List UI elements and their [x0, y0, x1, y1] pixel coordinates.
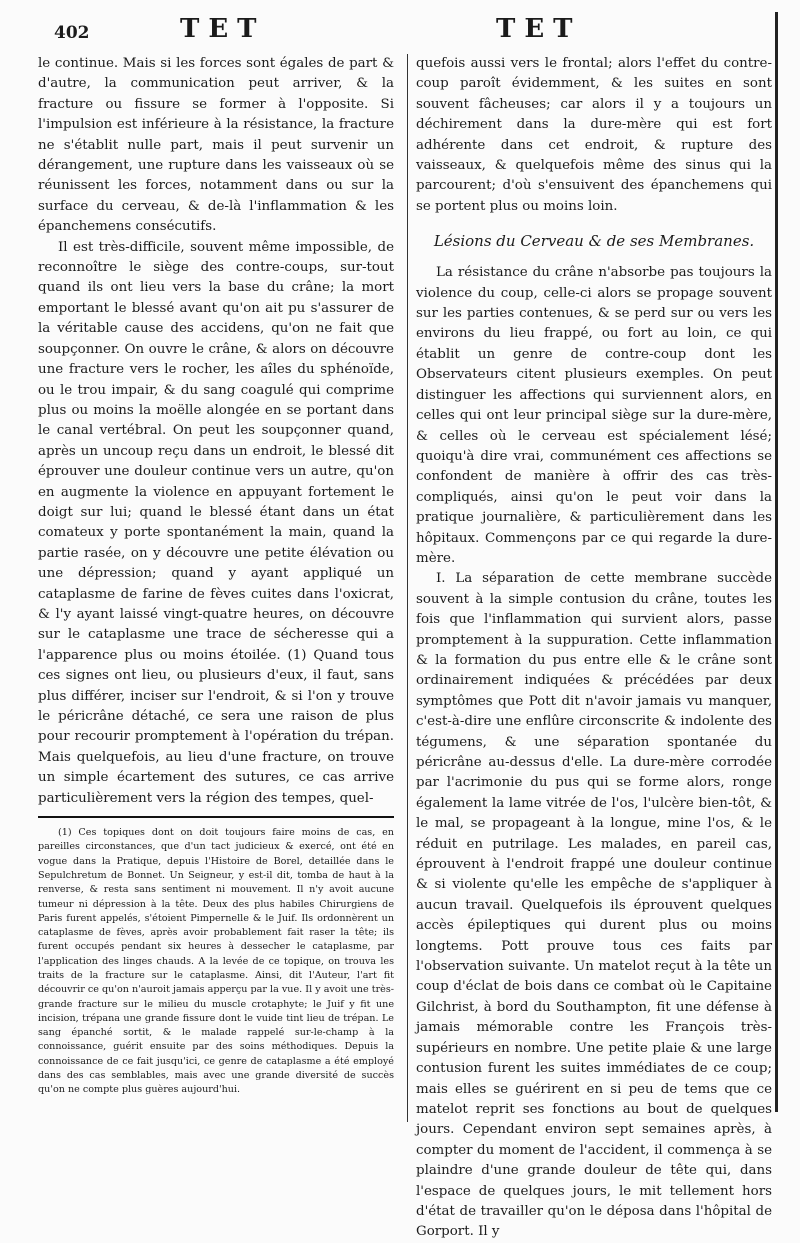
page-number: 402: [54, 23, 90, 43]
book-page: [38, 12, 773, 1240]
page-edge: [775, 12, 778, 1112]
section-title: Lésions du Cerveau & de ses Membranes.: [433, 232, 755, 251]
paragraph: La résistance du crâne n'absorbe pas toujours la violence du coup, celle-ci alors se propage souvent sur les parties contenues, & se perd sur ou vers les environs du lieu frappé, ou fort au loin, ce qui établit un genre de contre-coup dont les Observateurs citent plusieurs exemples. On peut distinguer les affections qui surviennent alors, en celles qui ont leur principal siège sur la dure-mère, & celles où le cerveau est spécialement lésé; quoiqu'à dire vrai, communément ces affections se confondent de manière à offrir des cas très-compliqués, ainsi qu'on le peut voir dans la pratique journalière, & particulièrement dans les hôpitaux. Commençons par ce qui regarde la dure-mère.: [416, 265, 772, 566]
running-head-right: TET: [496, 14, 582, 44]
right-column: [416, 54, 772, 1243]
page-header: [38, 12, 773, 52]
paragraph: I. La séparation de cette membrane succède souvent à la simple contusion du crâne, toutes les fois que l'inflammation qui survient alors, passe promptement à la suppuration. Cette inflammation & la formation du pus entre elle & le crâne sont ordinairement indiquées & précédées par deux symptômes que Pott dit n'avoir jamais vu manquer, c'est-à-dire une enflûre circonscrite & indolente des tégumens, & une séparation spontanée du péricrâne au-dessus d'elle. La dure-mère corrodée par l'acrimonie du pus qui se forme alors, ronge également la lame vitrée de l'os, l'ulcère bien-tôt, & le mal, se propageant à la longue, mine l'os, & le réduit en putrilage. Les malades, en pareil cas, éprouvent à l'endroit frappé une douleur continue & si violente qu'elle les empêche de s'appliquer à aucun travail. Quelquefois ils éprouvent quelques accès épileptiques qui durent plus ou moins longtems. Pott prouve tous ces faits par l'observation suivante. Un matelot reçut à la tête un coup d'éclat de bois dans ce combat où le Capitaine Gilchrist, à bord du Southampton, fit une défense à jamais mémorable contre les François très-supérieurs en nombre. Une petite plaie & une large contusion furent les suites immédiates de ce coup; mais elles se guérirent en si peu de tems que ce matelot reprit ses fonctions au bout de quelques jours. Cependant environ sept semaines après, à compter du moment de l'accident, il commença à se plaindre d'une grande douleur de tête qui, dans l'espace de quelques jours, le mit tellement hors d'état de travailler qu'on le déposa dans l'hôpital de Gorport. Il y: [416, 571, 772, 1240]
paragraph: quefois aussi vers le frontal; alors l'effet du contre-coup paroît évidemment, & les suites en sont souvent fâcheuses; car alors il y a toujours un déchirement dans la dure-mère qui est fort adhérente dans cet endroit, & rupture des vaisseaux, & quelquefois même des sinus qui la parcourent; d'où s'ensuivent des épanchemens qui se portent plus ou moins loin.: [416, 56, 772, 214]
paragraph: Il est très-difficile, souvent même impossible, de reconnoître le siège des contre-coups, sur-tout quand ils ont lieu vers la base du crâne; la mort emportant le blessé avant qu'on ait pu s'assurer de la véritable cause des accidens, qu'on ne fait que soupçonner. On ouvre le crâne, & alors on découvre une fracture vers le rocher, les aîles du sphénoïde, ou le trou impair, & du sang coagulé qui comprime plus ou moins la moëlle alongée en se portant dans le canal vertébral. On peut les soupçonner quand, après un uncoup reçu dans un endroit, le blessé dit éprouver une douleur continue vers un autre, qu'on en augmente la violence en appuyant fortement le doigt sur lui; quand le blessé étant dans un état comateux y porte spontanément la main, quand la partie rasée, on y découvre une petite élévation ou une dépression; quand y ayant appliqué un cataplasme de farine de fèves cuites dans l'oxicrat, & l'y ayant laissé vingt-quatre heures, on découvre sur le cataplasme une trace de sécheresse qui a l'apparence plus ou moins étoilée. (1) Quand tous ces signes ont lieu, ou plusieurs d'eux, il faut, sans plus différer, inciser sur l'endroit, & si l'on y trouve le péricrâne détaché, ce sera une raison de plus pour recourir promptement à l'opération du trépan. Mais quelquefois, au lieu d'une fracture, on trouve un simple écartement des sutures, ce cas arrive particulièrement vers la région des tempes, quel-: [38, 239, 394, 806]
column-divider: [407, 54, 408, 1122]
left-column: [38, 54, 394, 1098]
running-head-left: TET: [180, 14, 266, 44]
footnote: [38, 826, 394, 1098]
footnote-text: (1) Ces topiques dont on doit toujours faire moins de cas, en pareilles circonstances, que d'un tact judicieux & exercé, ont été en vogue dans la Pratique, depuis l'Histoire de Borel, detaillée dans le Sepulchretum de Bonnet. Un Seigneur, y est-il dit, tomba de haut à la renverse, & resta sans sentiment ni mouvement. Il n'y avoit aucune tumeur ni dépression à la tête. Deux des plus habiles Chirurgiens de Paris furent appelés, s'étoient Pimpernelle & le Juif. Ils ordonnèrent un cataplasme de fèves, après avoir probablement fait raser la tête; ils furent occupés pendant six heures à dessecher le cataplasme, par l'application des linges chauds. A la levée de ce topique, on trouva les traits de la fracture sur le cataplasme. Ainsi, dit l'Auteur, l'art fit découvrir ce qu'on n'auroit jamais apperçu par la vue. Il y avoit une très-grande fracture sur le milieu du muscle crotaphyte; le Juif y fit une incision, trépana une grande fissure dont le vuide tint lieu de trépan. Le sang épanché sortit, & le malade rappelé sur-le-champ à la connoissance, guérit ensuite par des soins méthodiques. Depuis la connoissance de ce fait jusqu'ici, ce genre de cataplasme a été employé dans des cas semblables, mais avec une grande diversité de succès qu'on ne compte plus guères aujourd'hui.: [38, 827, 394, 1096]
footnote-rule: [38, 816, 394, 818]
paragraph: le continue. Mais si les forces sont égales de part & d'autre, la communication peut arriver, & la fracture ou fissure se former à l'opposite. Si l'impulsion est inférieure à la résistance, la fracture ne s'établit nulle part, mais il peut survenir un dérangement, une rupture dans les vaisseaux où se réunissent les forces, notamment dans ou sur la surface du cerveau, & de-là l'inflammation & les épanchemens consécutifs.: [38, 56, 394, 235]
